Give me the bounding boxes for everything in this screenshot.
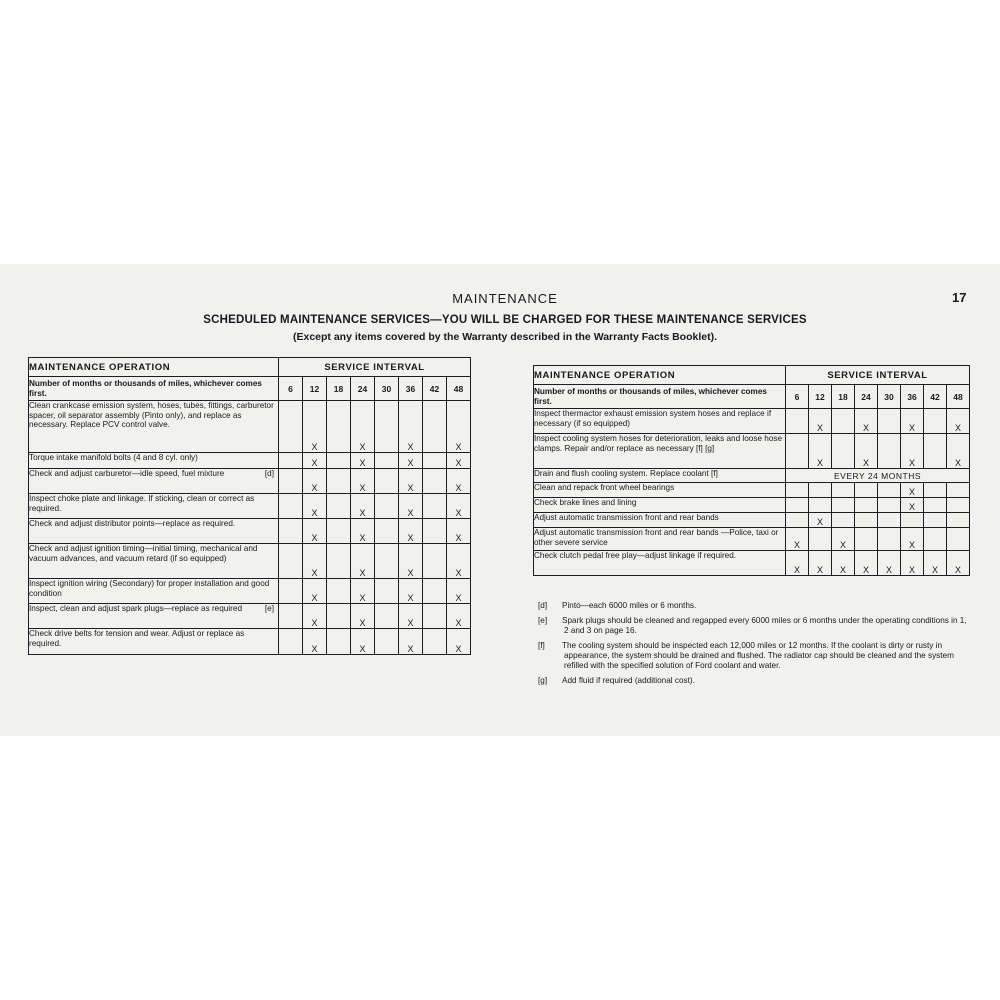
interval-mark-48: X bbox=[947, 434, 970, 469]
interval-mark-30 bbox=[375, 469, 399, 494]
interval-mark-18 bbox=[327, 629, 351, 655]
operation-text: Check brake lines and lining bbox=[534, 498, 637, 507]
interval-mark-30: X bbox=[878, 551, 901, 576]
footnote-text: Add fluid if required (additional cost). bbox=[562, 676, 695, 685]
table-row bbox=[29, 629, 471, 655]
interval-mark-42 bbox=[423, 544, 447, 579]
interval-24: 24 bbox=[351, 377, 375, 401]
interval-mark-36: X bbox=[399, 453, 423, 469]
interval-mark-12 bbox=[809, 528, 832, 551]
interval-mark-12: X bbox=[303, 401, 327, 453]
interval-mark-12: X bbox=[303, 469, 327, 494]
interval-mark-12: X bbox=[303, 494, 327, 519]
footnote-text: The cooling system should be inspected each 12,000 miles or 12 months. If the coolant is dirty or rusty in appearance, the system should be drained and flushed. The radiator cap should be cleaned and the system refilled with the specified solution of Ford coolant and water. bbox=[562, 641, 954, 670]
interval-mark-24: X bbox=[855, 434, 878, 469]
page-number: 17 bbox=[952, 290, 967, 305]
interval-48: 48 bbox=[947, 385, 970, 409]
maintenance-table-right bbox=[533, 365, 970, 576]
operation-cell bbox=[29, 494, 279, 519]
interval-mark-36: X bbox=[399, 604, 423, 629]
interval-6: 6 bbox=[786, 385, 809, 409]
operation-cell bbox=[534, 498, 786, 513]
interval-mark-24: X bbox=[351, 494, 375, 519]
interval-mark-12: X bbox=[809, 551, 832, 576]
table-row bbox=[29, 579, 471, 604]
interval-18: 18 bbox=[327, 377, 351, 401]
operation-text: Inspect cooling system hoses for deterioration, leaks and loose hose clamps. Repair and/or replace as necessary [f] [g] bbox=[534, 434, 783, 453]
interval-mark-12: X bbox=[809, 513, 832, 528]
interval-mark-48 bbox=[947, 528, 970, 551]
operation-text: Inspect choke plate and linkage. If sticking, clean or correct as required. bbox=[29, 494, 255, 513]
interval-mark-6 bbox=[279, 629, 303, 655]
interval-mark-36: X bbox=[901, 483, 924, 498]
interval-mark-24: X bbox=[351, 579, 375, 604]
interval-mark-42: X bbox=[924, 551, 947, 576]
interval-mark-48 bbox=[947, 498, 970, 513]
interval-mark-42 bbox=[423, 579, 447, 604]
operation-cell bbox=[534, 483, 786, 498]
interval-span: EVERY 24 MONTHS bbox=[786, 469, 970, 483]
interval-36: 36 bbox=[901, 385, 924, 409]
interval-mark-30 bbox=[878, 483, 901, 498]
interval-mark-30 bbox=[375, 494, 399, 519]
interval-mark-36: X bbox=[399, 579, 423, 604]
interval-mark-36: X bbox=[399, 494, 423, 519]
table-row bbox=[534, 434, 970, 469]
interval-mark-30 bbox=[878, 434, 901, 469]
interval-mark-48: X bbox=[447, 469, 471, 494]
operation-text: Clean crankcase emission system, hoses, tubes, fittings, carburetor spacer, oil separator assembly (Pinto only), and replace as necessary. Replace PCV control valve. bbox=[29, 401, 274, 430]
interval-mark-12: X bbox=[303, 629, 327, 655]
warranty-note: (Except any items covered by the Warranty described in the Warranty Facts Booklet). bbox=[292, 331, 717, 343]
operation-text: Inspect thermactor exhaust emission system hoses and replace if necessary (if so equipped) bbox=[534, 409, 772, 428]
page-title: MAINTENANCE bbox=[452, 291, 558, 306]
footnote-ref: [e] bbox=[264, 604, 274, 613]
interval-mark-48: X bbox=[447, 453, 471, 469]
interval-mark-18 bbox=[327, 453, 351, 469]
interval-mark-48: X bbox=[447, 519, 471, 544]
interval-mark-36: X bbox=[901, 528, 924, 551]
footnote-text: Pinto—each 6000 miles or 6 months. bbox=[562, 601, 697, 610]
interval-mark-24 bbox=[855, 513, 878, 528]
footnotes bbox=[538, 601, 968, 691]
interval-mark-6 bbox=[786, 483, 809, 498]
interval-mark-12: X bbox=[809, 409, 832, 434]
operation-text: Clean and repack front wheel bearings bbox=[534, 483, 675, 492]
interval-mark-12: X bbox=[303, 519, 327, 544]
interval-mark-6 bbox=[279, 604, 303, 629]
interval-mark-6 bbox=[279, 469, 303, 494]
table-row bbox=[29, 544, 471, 579]
table-row bbox=[534, 483, 970, 498]
operation-cell bbox=[534, 528, 786, 551]
interval-mark-42 bbox=[423, 453, 447, 469]
table-row bbox=[534, 409, 970, 434]
interval-6: 6 bbox=[279, 377, 303, 401]
maintenance-table-left bbox=[28, 357, 471, 655]
interval-mark-24 bbox=[855, 483, 878, 498]
interval-mark-42 bbox=[924, 434, 947, 469]
operation-cell bbox=[29, 401, 279, 453]
interval-mark-24: X bbox=[351, 544, 375, 579]
interval-mark-48: X bbox=[447, 579, 471, 604]
interval-mark-6: X bbox=[786, 528, 809, 551]
interval-18: 18 bbox=[832, 385, 855, 409]
interval-mark-6 bbox=[786, 513, 809, 528]
interval-mark-6 bbox=[279, 579, 303, 604]
table-row bbox=[534, 469, 970, 483]
footnote-code: [g] bbox=[538, 676, 548, 685]
interval-mark-12: X bbox=[303, 453, 327, 469]
interval-mark-36: X bbox=[399, 469, 423, 494]
interval-mark-18 bbox=[327, 579, 351, 604]
operation-text: Adjust automatic transmission front and rear bands —Police, taxi or other severe service bbox=[534, 528, 779, 547]
operation-text: Check and adjust ignition timing—initial timing, mechanical and vacuum advances, and vacuum retard (if so equipped) bbox=[29, 544, 258, 563]
interval-36: 36 bbox=[399, 377, 423, 401]
interval-mark-6: X bbox=[786, 551, 809, 576]
footnote-text: Spark plugs should be cleaned and regapped every 6000 miles or 6 months under the operating conditions in 1, 2 and 3 on page 16. bbox=[562, 616, 967, 635]
interval-mark-18 bbox=[832, 409, 855, 434]
operation-cell bbox=[29, 579, 279, 604]
interval-mark-24: X bbox=[351, 453, 375, 469]
service-interval-header: SERVICE INTERVAL bbox=[279, 358, 471, 377]
interval-mark-36: X bbox=[399, 544, 423, 579]
table-row bbox=[29, 401, 471, 453]
operation-text: Torque intake manifold bolts (4 and 8 cyl. only) bbox=[29, 453, 198, 462]
interval-mark-48: X bbox=[447, 604, 471, 629]
interval-mark-48: X bbox=[447, 544, 471, 579]
interval-mark-48: X bbox=[447, 401, 471, 453]
interval-mark-12 bbox=[809, 498, 832, 513]
interval-mark-18 bbox=[327, 604, 351, 629]
interval-mark-12: X bbox=[303, 604, 327, 629]
table-row bbox=[29, 453, 471, 469]
interval-mark-42 bbox=[924, 513, 947, 528]
interval-mark-24: X bbox=[351, 469, 375, 494]
interval-mark-24: X bbox=[351, 604, 375, 629]
interval-mark-18 bbox=[327, 519, 351, 544]
interval-mark-18: X bbox=[832, 551, 855, 576]
interval-mark-6 bbox=[786, 409, 809, 434]
interval-mark-30 bbox=[878, 528, 901, 551]
interval-mark-36: X bbox=[901, 434, 924, 469]
operation-cell bbox=[534, 409, 786, 434]
interval-mark-42 bbox=[924, 483, 947, 498]
interval-24: 24 bbox=[855, 385, 878, 409]
interval-mark-12: X bbox=[809, 434, 832, 469]
interval-mark-48 bbox=[947, 483, 970, 498]
footnote bbox=[538, 641, 968, 671]
interval-mark-36: X bbox=[901, 551, 924, 576]
footnote-code: [e] bbox=[538, 616, 548, 625]
table-row bbox=[534, 513, 970, 528]
operation-cell bbox=[534, 434, 786, 469]
interval-mark-36: X bbox=[399, 629, 423, 655]
service-interval-header: SERVICE INTERVAL bbox=[786, 366, 970, 385]
interval-mark-48: X bbox=[447, 494, 471, 519]
table-row bbox=[29, 519, 471, 544]
interval-mark-6 bbox=[279, 401, 303, 453]
interval-mark-42 bbox=[423, 629, 447, 655]
interval-mark-6 bbox=[786, 498, 809, 513]
whichever-label: Number of months or thousands of miles, whichever comes first. bbox=[534, 385, 786, 409]
operation-cell bbox=[29, 544, 279, 579]
interval-mark-42 bbox=[423, 604, 447, 629]
interval-12: 12 bbox=[809, 385, 832, 409]
interval-mark-36: X bbox=[399, 519, 423, 544]
maintenance-operation-header: MAINTENANCE OPERATION bbox=[534, 366, 786, 385]
interval-mark-42 bbox=[924, 409, 947, 434]
operation-text: Check and adjust distributor points—replace as required. bbox=[29, 519, 236, 528]
interval-mark-42 bbox=[924, 528, 947, 551]
interval-mark-42 bbox=[423, 401, 447, 453]
interval-mark-30 bbox=[375, 519, 399, 544]
interval-12: 12 bbox=[303, 377, 327, 401]
interval-mark-12: X bbox=[303, 579, 327, 604]
interval-mark-30 bbox=[375, 579, 399, 604]
interval-mark-18 bbox=[327, 401, 351, 453]
operation-text: Inspect ignition wiring (Secondary) for proper installation and good condition bbox=[29, 579, 270, 598]
operation-text: Check drive belts for tension and wear. Adjust or replace as required. bbox=[29, 629, 245, 648]
footnote-code: [f] bbox=[538, 641, 545, 650]
interval-mark-6 bbox=[279, 453, 303, 469]
interval-mark-24 bbox=[855, 498, 878, 513]
interval-mark-18 bbox=[832, 498, 855, 513]
footnote bbox=[538, 676, 968, 686]
footnote-ref: [d] bbox=[264, 469, 274, 478]
operation-text: Inspect, clean and adjust spark plugs—replace as required bbox=[29, 604, 242, 613]
interval-mark-24: X bbox=[351, 629, 375, 655]
interval-mark-6 bbox=[279, 494, 303, 519]
interval-mark-48: X bbox=[947, 409, 970, 434]
operation-cell bbox=[534, 513, 786, 528]
interval-30: 30 bbox=[878, 385, 901, 409]
table-row bbox=[29, 494, 471, 519]
interval-42: 42 bbox=[924, 385, 947, 409]
interval-mark-6 bbox=[279, 544, 303, 579]
interval-mark-30 bbox=[375, 544, 399, 579]
table-row bbox=[534, 528, 970, 551]
interval-mark-42 bbox=[423, 469, 447, 494]
operation-cell bbox=[534, 469, 786, 483]
whichever-label: Number of months or thousands of miles, whichever comes first. bbox=[29, 377, 279, 401]
interval-mark-36: X bbox=[399, 401, 423, 453]
operation-cell bbox=[29, 629, 279, 655]
interval-mark-12 bbox=[809, 483, 832, 498]
interval-mark-24: X bbox=[855, 409, 878, 434]
interval-30: 30 bbox=[375, 377, 399, 401]
operation-text: Adjust automatic transmission front and rear bands bbox=[534, 513, 719, 522]
page-subtitle: SCHEDULED MAINTENANCE SERVICES—YOU WILL BE CHARGED FOR THESE MAINTENANCE SERVICES bbox=[203, 314, 807, 326]
interval-mark-6 bbox=[786, 434, 809, 469]
interval-mark-18: X bbox=[832, 528, 855, 551]
operation-cell bbox=[29, 519, 279, 544]
operation-cell bbox=[29, 469, 279, 494]
interval-mark-18 bbox=[832, 513, 855, 528]
operation-cell bbox=[29, 453, 279, 469]
interval-mark-30 bbox=[375, 401, 399, 453]
table-row bbox=[534, 551, 970, 576]
interval-mark-36: X bbox=[901, 498, 924, 513]
interval-mark-18 bbox=[832, 434, 855, 469]
interval-mark-48: X bbox=[947, 551, 970, 576]
operation-text: Check and adjust carburetor—idle speed, fuel mixture bbox=[29, 469, 225, 478]
interval-mark-30 bbox=[878, 498, 901, 513]
maintenance-operation-header: MAINTENANCE OPERATION bbox=[29, 358, 279, 377]
interval-mark-12: X bbox=[303, 544, 327, 579]
interval-mark-30 bbox=[375, 604, 399, 629]
interval-mark-42 bbox=[423, 494, 447, 519]
operation-cell bbox=[534, 551, 786, 576]
interval-mark-24: X bbox=[351, 401, 375, 453]
interval-mark-30 bbox=[375, 629, 399, 655]
interval-mark-18 bbox=[832, 483, 855, 498]
table-row bbox=[29, 604, 471, 629]
operation-cell bbox=[29, 604, 279, 629]
interval-mark-18 bbox=[327, 544, 351, 579]
interval-48: 48 bbox=[447, 377, 471, 401]
operation-text: Check clutch pedal free play—adjust linkage if required. bbox=[534, 551, 737, 560]
interval-mark-36: X bbox=[901, 409, 924, 434]
operation-text: Drain and flush cooling system. Replace coolant [f] bbox=[534, 469, 718, 478]
interval-mark-24 bbox=[855, 528, 878, 551]
interval-mark-36 bbox=[901, 513, 924, 528]
interval-mark-6 bbox=[279, 519, 303, 544]
interval-mark-30 bbox=[878, 409, 901, 434]
footnote bbox=[538, 616, 968, 636]
interval-mark-42 bbox=[924, 498, 947, 513]
table-row bbox=[29, 469, 471, 494]
interval-mark-48: X bbox=[447, 629, 471, 655]
table-row bbox=[534, 498, 970, 513]
interval-mark-18 bbox=[327, 469, 351, 494]
footnote bbox=[538, 601, 968, 611]
interval-mark-48 bbox=[947, 513, 970, 528]
interval-mark-18 bbox=[327, 494, 351, 519]
interval-mark-30 bbox=[878, 513, 901, 528]
interval-mark-24: X bbox=[351, 519, 375, 544]
interval-mark-30 bbox=[375, 453, 399, 469]
interval-mark-42 bbox=[423, 519, 447, 544]
interval-42: 42 bbox=[423, 377, 447, 401]
interval-mark-24: X bbox=[855, 551, 878, 576]
footnote-code: [d] bbox=[538, 601, 548, 610]
